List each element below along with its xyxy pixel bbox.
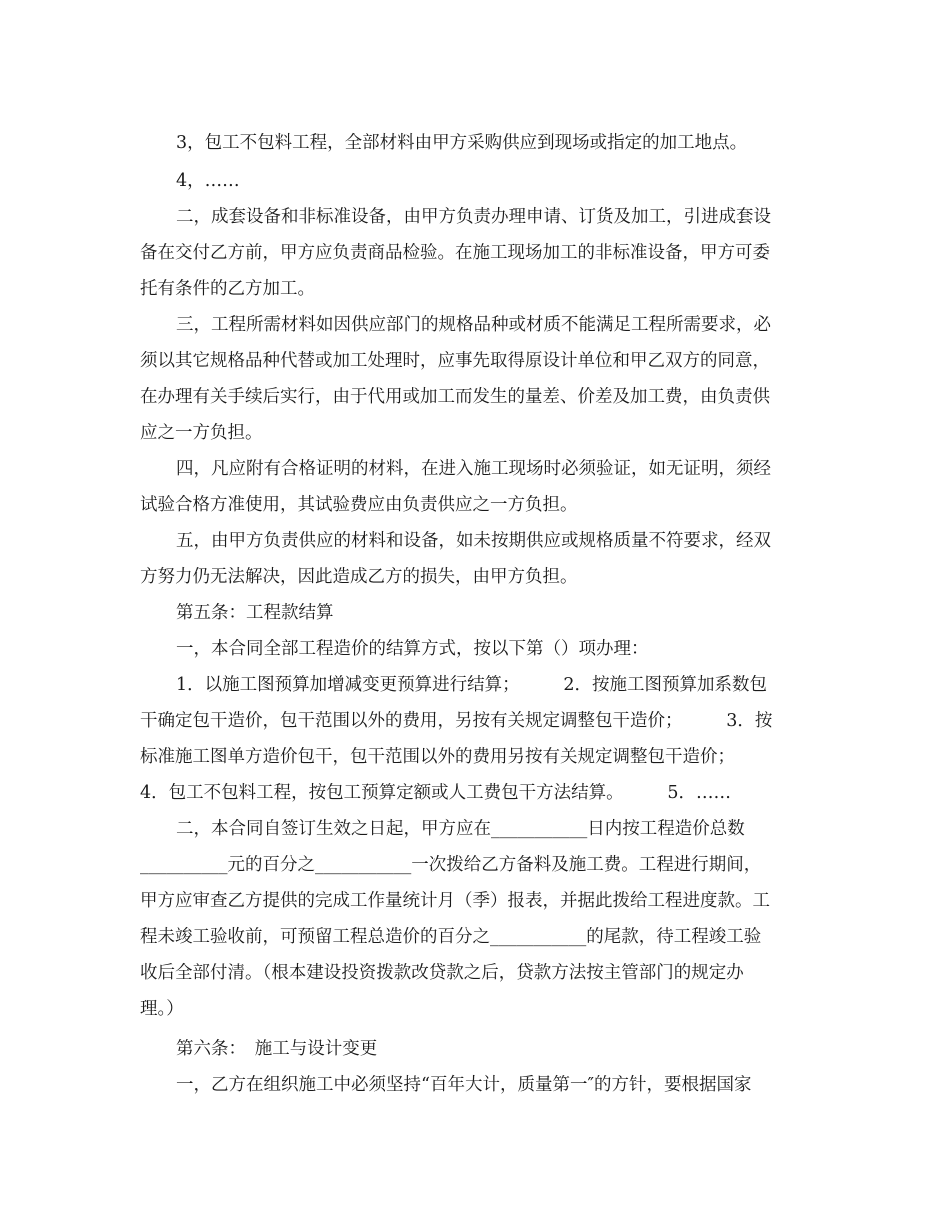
text-line: 二，成套设备和非标准设备，由甲方负责办理申请、订货及加工，引进成套设 — [176, 207, 771, 227]
text-line: 备在交付乙方前，甲方应负责商品检验。在施工现场加工的非标准设备，甲方可委 — [140, 243, 770, 263]
text-line: 在办理有关手续后实行，由于代用或加工而发生的量差、价差及加工费，由负责供 — [140, 387, 770, 407]
text-line: 甲方应审查乙方提供的完成工作量统计月（季）报表，并据此拨给工程进度款。工 — [140, 891, 770, 911]
text-line: 收后全部付清。（根本建设投资拨款改贷款之后，贷款方法按主管部门的规定办 — [140, 963, 744, 983]
text-line: 干确定包干造价，包干范围以外的费用，另按有关规定调整包干造价； 3．按 — [140, 711, 773, 731]
section-heading: 第五条：工程款结算 — [176, 603, 334, 623]
text-line: 应之一方负担。 — [140, 423, 263, 443]
text-line: 须以其它规格品种代替或加工处理时，应事先取得原设计单位和甲乙双方的同意， — [140, 351, 770, 371]
text-line: 4，…… — [176, 171, 240, 191]
text-line: 一，本合同全部工程造价的结算方式，按以下第（）项办理： — [176, 639, 649, 659]
text-line: 四，凡应附有合格证明的材料，在进入施工现场时必须验证，如无证明，须经 — [176, 459, 771, 479]
text-line: 1．以施工图预算加增减变更预算进行结算； 2．按施工图预算加系数包 — [176, 675, 768, 695]
text-line: 托有条件的乙方加工。 — [140, 279, 315, 299]
text-line: 程未竣工验收前，可预留工程总造价的百分之___________的尾款，待工程竣工验 — [140, 927, 762, 947]
text-line: 3，包工不包料工程，全部材料由甲方采购供应到现场或指定的加工地点。 — [176, 133, 748, 153]
text-line: 三，工程所需材料如因供应部门的规格品种或材质不能满足工程所需要求，必 — [176, 315, 771, 335]
text-line: 4．包工不包料工程，按包工预算定额或人工费包干方法结算。 5．…… — [140, 783, 732, 803]
text-line: 五，由甲方负责供应的材料和设备，如未按期供应或规格质量不符要求，经双 — [176, 531, 771, 551]
text-line: 标准施工图单方造价包干，包干范围以外的费用另按有关规定调整包干造价； — [140, 747, 735, 767]
text-line: 二，本合同自签订生效之日起，甲方应在___________日内按工程造价总数 — [176, 819, 745, 839]
text-line: 一，乙方在组织施工中必须坚持“百年大计，质量第一″的方针，要根据国家 — [176, 1075, 752, 1095]
section-heading: 第六条： 施工与设计变更 — [176, 1039, 378, 1059]
text-line: __________元的百分之___________一次拨给乙方备料及施工费。工程进行期间， — [140, 855, 762, 875]
text-line: 方努力仍无法解决，因此造成乙方的损失，由甲方负担。 — [140, 567, 578, 587]
text-line: 理。） — [140, 999, 184, 1019]
text-line: 试验合格方准使用，其试验费应由负责供应之一方负担。 — [140, 495, 578, 515]
